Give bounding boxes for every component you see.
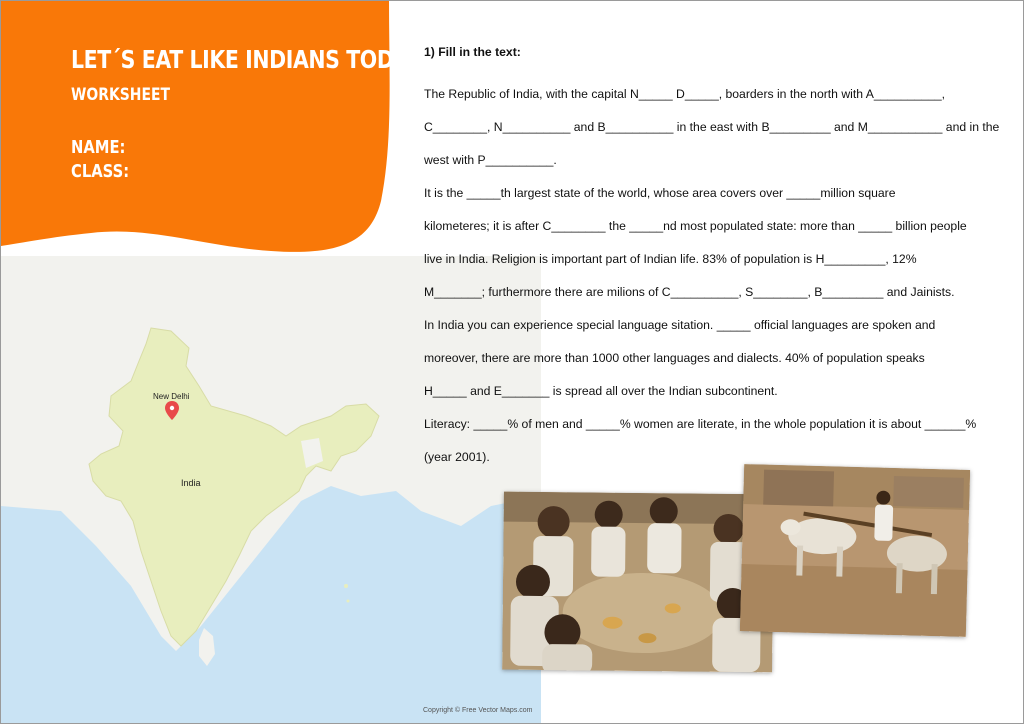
text-line: C________, N__________ and B__________ in the east with B_________ and M___________ and in the (424, 120, 1000, 134)
city-label: New Delhi (153, 392, 190, 401)
class-label: CLASS: (71, 161, 130, 182)
text-line: In India you can experience special language sitation. _____ official languages are spoken and (424, 318, 936, 332)
text-line: live in India. Religion is important part of Indian life. 83% of population is H_________, 12% (424, 252, 917, 266)
text-line: H_____ and E_______ is spread all over the Indian subcontinent. (424, 384, 778, 398)
text-line: It is the _____th largest state of the world, whose area covers over _____million square (424, 186, 896, 200)
country-label: India (181, 478, 201, 488)
text-line: The Republic of India, with the capital N_____ D_____, boarders in the north with A__________, (424, 87, 946, 101)
text-line: kilometeres; it is after C________ the _____nd most populated state: more than _____ billion people (424, 219, 967, 233)
text-line: (year 2001). (424, 450, 490, 464)
text-line: Literacy: _____% of men and _____% women are literate, in the whole population it is about ______% (424, 417, 977, 431)
worksheet-subtitle: WORKSHEET (71, 85, 171, 105)
map-copyright: Copyright © Free Vector Maps.com (423, 707, 533, 714)
exercise-heading: 1) Fill in the text: (424, 45, 521, 59)
header-background (1, 1, 401, 271)
text-line: moreover, there are more than 1000 other languages and dialects. 40% of population speaks (424, 351, 925, 365)
photo-children-icon (502, 492, 774, 673)
andaman-islands (344, 584, 348, 588)
exercise-section (424, 35, 1000, 481)
photo-oxen-icon (740, 464, 970, 637)
worksheet-title: LET´S EAT LIKE INDIANS TODAY (71, 45, 422, 74)
children-eating-photo (502, 492, 774, 673)
name-label: NAME: (71, 137, 126, 158)
text-line: west with P__________. (424, 153, 557, 167)
oxen-plough-photo (740, 464, 970, 637)
text-line: M_______; furthermore there are milions of C__________, S________, B_________ and Jainists. (424, 285, 955, 299)
